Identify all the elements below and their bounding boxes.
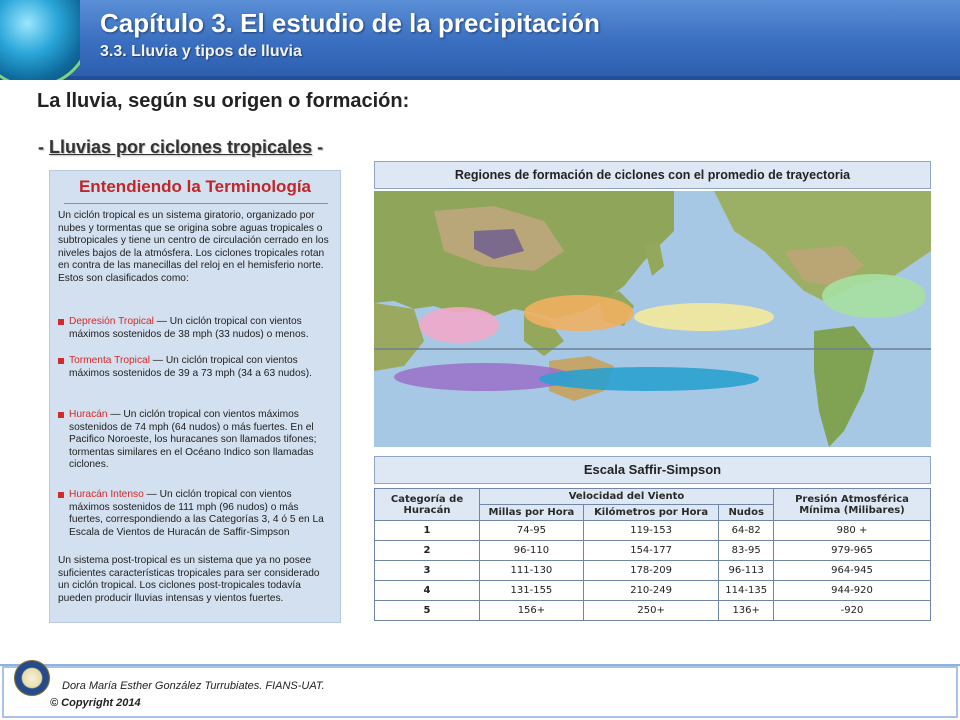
bullet-square-icon (58, 412, 64, 418)
terminology-closing: Un sistema post-tropical es un sistema que ya no posee suficientes características tropicales para ser considerado un ciclón tropical. Los ciclones post-tropicales todavía pueden producir lluvias intensas y vientos fuertes. (58, 555, 320, 604)
subheading-prefix: - (38, 137, 49, 157)
terminology-item (58, 489, 330, 539)
map-header: Regiones de formación de ciclones con el promedio de trayectoria (374, 161, 931, 189)
cell-kmh: 210-249 (583, 581, 719, 601)
bullet-square-icon (58, 358, 64, 364)
cell-pressure: 944-920 (774, 581, 931, 601)
cell-mph: 96-110 (480, 541, 584, 561)
cell-pressure: -920 (774, 601, 931, 621)
table-row (375, 521, 931, 541)
cell-category: 1 (375, 521, 480, 541)
world-map-svg (374, 191, 931, 447)
cell-knots: 96-113 (719, 561, 774, 581)
subheading-suffix: - (312, 137, 324, 157)
table-row (375, 561, 931, 581)
column-header-pressure: Presión Atmosférica Mínima (Milibares) (774, 489, 931, 521)
bullet-square-icon (58, 492, 64, 498)
slide-title: Capítulo 3. El estudio de la precipitación (100, 8, 600, 38)
term-label: Depresión Tropical (69, 316, 154, 327)
slide-subtitle: 3.3. Lluvia y tipos de lluvia (100, 43, 302, 60)
scale-header: Escala Saffir-Simpson (374, 456, 931, 484)
cell-knots: 114-135 (719, 581, 774, 601)
university-seal-icon (14, 660, 50, 696)
saffir-simpson-table (374, 488, 931, 621)
cell-category: 4 (375, 581, 480, 601)
region-northeast-pacific (634, 303, 774, 331)
cell-pressure: 979-965 (774, 541, 931, 561)
cell-category: 3 (375, 561, 480, 581)
term-description: — Un ciclón tropical con vientos máximos sostenidos de 39 a 73 mph (34 a 63 nudos). (69, 355, 312, 379)
footer-frame (2, 666, 958, 718)
bullet-square-icon (58, 319, 64, 325)
cell-pressure: 980 + (774, 521, 931, 541)
terminology-intro: Un ciclón tropical es un sistema giratorio, organizado por nubes y tormentas que se origina sobre aguas tropicales o subtropicales y tiene un centro de circulación cerrado en los niveles bajos de la atmósfera. Los ciclones tropicales rotan en contra de las manecillas del reloj en el hemisferio norte. Estos son clasificados como: (58, 210, 329, 284)
cell-category: 2 (375, 541, 480, 561)
terminology-divider (64, 203, 328, 204)
column-header-mph: Millas por Hora (480, 505, 584, 521)
cell-category: 5 (375, 601, 480, 621)
term-description: — Un ciclón tropical con vientos máximos sostenidos de 74 mph (64 nudos) o más fuertes. En el Pacifico Noroeste, los huracanes son llamados tifones; tormentas similares en el Océano Indico son llamadas ciclones. (69, 409, 317, 471)
header-accent-bar (0, 76, 960, 80)
cell-mph: 111-130 (480, 561, 584, 581)
terminology-item (58, 316, 330, 341)
cell-mph: 74-95 (480, 521, 584, 541)
cell-mph: 131-155 (480, 581, 584, 601)
region-north-indian (419, 307, 499, 343)
table-row (375, 541, 931, 561)
cell-pressure: 964-945 (774, 561, 931, 581)
table-row (375, 601, 931, 621)
region-northwest-pacific (524, 295, 634, 331)
term-label: Tormenta Tropical (69, 355, 150, 366)
term-label: Huracán Intenso (69, 489, 144, 500)
cell-knots: 64-82 (719, 521, 774, 541)
column-header-category: Categoría de Huracán (375, 489, 480, 521)
term-description: — Un ciclón tropical con vientos máximos sostenidos de 111 mph (96 nudos) o más fuertes, correspondiendo a las Categorías 3, 4 ó 5 en La Escala de Vientos de Huracán de Saffir-Simpson (69, 489, 324, 538)
terminology-title: Entendiendo la Terminología (78, 177, 312, 196)
cell-knots: 83-95 (719, 541, 774, 561)
cell-knots: 136+ (719, 601, 774, 621)
table-row (375, 581, 931, 601)
column-header-knots: Nudos (719, 505, 774, 521)
region-south-pacific (539, 367, 759, 391)
footer-author: Dora María Esther González Turrubiates. FIANS-UAT. (62, 680, 325, 692)
term-description: — Un ciclón tropical con vientos máximos sostenidos de 38 mph (33 nudos) o menos. (69, 316, 309, 340)
subheading-text: Lluvias por ciclones tropicales (49, 137, 313, 157)
region-north-atlantic (822, 274, 926, 318)
column-header-kmh: Kilómetros por Hora (583, 505, 719, 521)
terminology-item (58, 355, 330, 380)
cell-kmh: 178-209 (583, 561, 719, 581)
cyclone-regions-map (374, 191, 931, 447)
terminology-item (58, 409, 330, 472)
cell-mph: 156+ (480, 601, 584, 621)
cell-kmh: 119-153 (583, 521, 719, 541)
cell-kmh: 250+ (583, 601, 719, 621)
globe-logo-icon (0, 0, 80, 80)
footer-copyright: © Copyright 2014 (50, 697, 141, 709)
section-heading: La lluvia, según su origen o formación: (37, 90, 410, 112)
subheading (38, 137, 323, 158)
column-header-wind-speed: Velocidad del Viento (480, 489, 774, 505)
terminology-panel (49, 170, 341, 623)
cell-kmh: 154-177 (583, 541, 719, 561)
term-label: Huracán (69, 409, 108, 420)
